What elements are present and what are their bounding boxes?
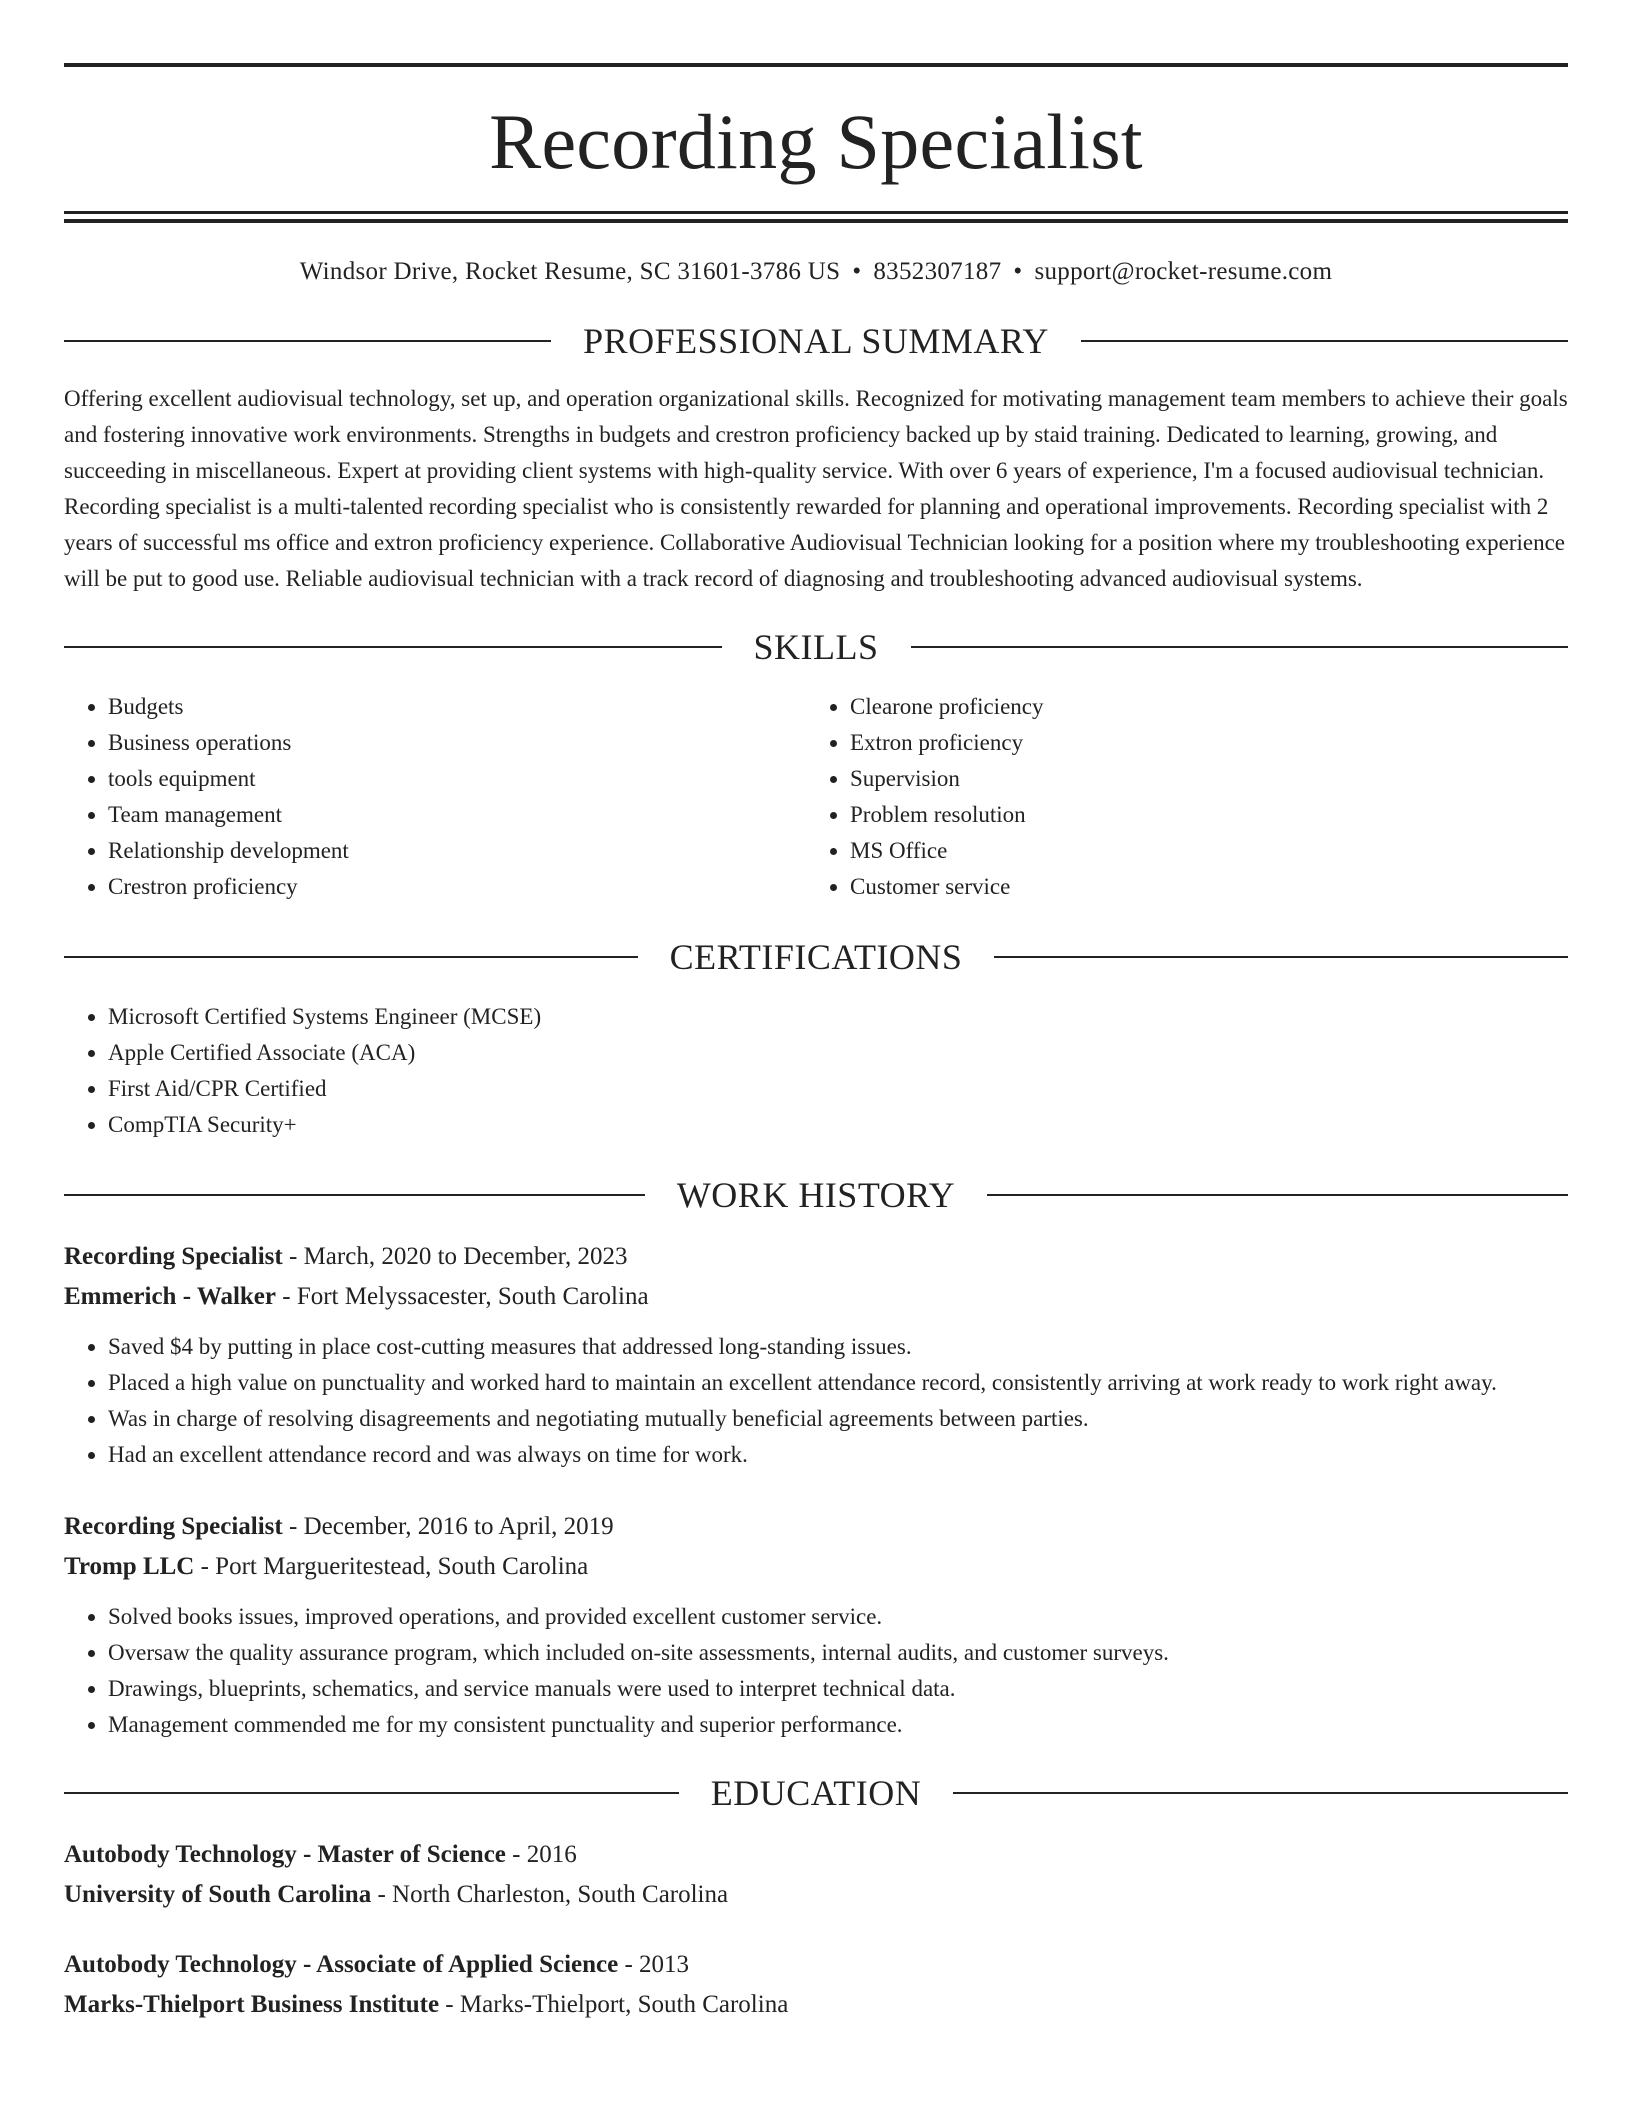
header-double-rule (64, 211, 1568, 223)
skill-item: • Team management (108, 797, 806, 833)
job-bullet: • Saved $4 by putting in place cost-cutting measures that addressed long-standing issues. (108, 1329, 1568, 1365)
job-title: Recording Specialist (64, 1243, 283, 1270)
certification-item: • First Aid/CPR Certified (108, 1071, 1568, 1107)
job-entry (64, 1237, 1568, 1473)
job-bullets (64, 1329, 1568, 1473)
section-heading-skills (64, 629, 1568, 665)
heading-rule (953, 1792, 1568, 1794)
education-entry (64, 1835, 1568, 1915)
skill-item: • Supervision (850, 761, 1548, 797)
job-company: Emmerich - Walker (64, 1283, 276, 1310)
education-degree: Autobody Technology - Master of Science (64, 1841, 506, 1868)
contact-separator: • (1013, 258, 1023, 285)
heading-rule (994, 956, 1568, 958)
heading-rule (64, 646, 722, 648)
education-degree-line (64, 1945, 1568, 1985)
job-company: Tromp LLC (64, 1553, 195, 1580)
skill-item: • Crestron proficiency (108, 869, 806, 905)
skills-column-right (806, 689, 1548, 905)
job-company-line (64, 1277, 1568, 1317)
education-degree: Autobody Technology - Associate of Applied Science (64, 1951, 619, 1978)
heading-rule (64, 1194, 645, 1196)
education-year: - 2016 (505, 1841, 577, 1868)
job-company-line (64, 1547, 1568, 1587)
section-heading-certifications (64, 939, 1568, 975)
contact-line (64, 257, 1568, 287)
job-location: - Fort Melyssacester, South Carolina (276, 1283, 649, 1310)
job-bullet: • Solved books issues, improved operations, and provided excellent customer service. (108, 1599, 1568, 1635)
education-entry (64, 1945, 1568, 2025)
certification-item: • CompTIA Security+ (108, 1107, 1568, 1143)
education-school: Marks-Thielport Business Institute (64, 1991, 440, 2018)
heading-rule (64, 340, 551, 342)
section-title: CERTIFICATIONS (669, 937, 963, 977)
job-bullet: • Had an excellent attendance record and was always on time for work. (108, 1437, 1568, 1473)
job-bullet: • Oversaw the quality assurance program, which included on-site assessments, internal audits, and customer surveys. (108, 1635, 1568, 1671)
job-bullet: • Placed a high value on punctuality and worked hard to maintain an excellent attendance record, consistently arriving at work ready to work right away. (108, 1365, 1568, 1401)
skills-list (64, 689, 1568, 905)
education-location: - Marks-Thielport, South Carolina (439, 1991, 789, 2018)
job-dates: - December, 2016 to April, 2019 (282, 1513, 614, 1540)
resume-name: Recording Specialist (489, 98, 1143, 185)
heading-rule (987, 1194, 1568, 1196)
skill-item: • Relationship development (108, 833, 806, 869)
education-school-line (64, 1875, 1568, 1915)
contact-phone: 8352307187 (873, 258, 1002, 285)
job-bullet: • Management commended me for my consistent punctuality and superior performance. (108, 1707, 1568, 1743)
job-location: - Port Margueritestead, South Carolina (194, 1553, 589, 1580)
section-heading-work-history (64, 1177, 1568, 1213)
header-top-rule (64, 63, 1568, 67)
contact-address: Windsor Drive, Rocket Resume, SC 31601-3786 US (299, 258, 841, 285)
skills-column-left (64, 689, 806, 905)
job-title: Recording Specialist (64, 1513, 283, 1540)
summary-text: Offering excellent audiovisual technology, set up, and operation organizational skills. Recognized for motivating management team members to achieve their goals and fostering innovative work environments. Strengths in budgets and crestron proficiency backed up by staid training. Dedicated to learning, growing, and succeeding in miscellaneous. Expert at providing client systems with high-quality service. With over 6 years of experience, I'm a focused audiovisual technician. Recording specialist is a multi-talented recording specialist who is consistently rewarded for planning and operational improvements. Recording specialist with 2 years of successful ms office and extron proficiency experience. Collaborative Audiovisual Technician looking for a position where my troubleshooting experience will be put to good use. Reliable audiovisual technician with a track record of diagnosing and troubleshooting advanced audiovisual systems. (64, 386, 1568, 591)
skill-item: • Problem resolution (850, 797, 1548, 833)
job-bullets (64, 1599, 1568, 1743)
certification-item: • Microsoft Certified Systems Engineer (MCSE) (108, 999, 1568, 1035)
section-title: EDUCATION (710, 1773, 922, 1813)
job-bullet: • Drawings, blueprints, schematics, and service manuals were used to interpret technical data. (108, 1671, 1568, 1707)
contact-email: support@rocket-resume.com (1034, 258, 1333, 285)
skill-item: • MS Office (850, 833, 1548, 869)
contact-separator: • (852, 258, 862, 285)
section-title: PROFESSIONAL SUMMARY (583, 321, 1049, 361)
skill-item: • Business operations (108, 725, 806, 761)
section-title: SKILLS (753, 627, 879, 667)
skill-item: • tools equipment (108, 761, 806, 797)
certification-item: • Apple Certified Associate (ACA) (108, 1035, 1568, 1071)
section-title: WORK HISTORY (676, 1175, 956, 1215)
heading-rule (64, 1792, 679, 1794)
skill-item: • Extron proficiency (850, 725, 1548, 761)
job-entry (64, 1507, 1568, 1743)
heading-rule (1081, 340, 1568, 342)
education-location: - North Charleston, South Carolina (371, 1881, 729, 1908)
certifications-list (64, 999, 1568, 1143)
skill-item: • Clearone proficiency (850, 689, 1548, 725)
skill-item: • Customer service (850, 869, 1548, 905)
job-bullet: • Was in charge of resolving disagreements and negotiating mutually beneficial agreements between parties. (108, 1401, 1568, 1437)
resume-page (64, 0, 1568, 2025)
heading-rule (911, 646, 1569, 648)
job-dates: - March, 2020 to December, 2023 (282, 1243, 628, 1270)
education-degree-line (64, 1835, 1568, 1875)
education-school-line (64, 1985, 1568, 2025)
skill-item: • Budgets (108, 689, 806, 725)
section-heading-education (64, 1775, 1568, 1811)
section-heading-summary (64, 323, 1568, 359)
education-year: - 2013 (618, 1951, 690, 1978)
education-school: University of South Carolina (64, 1881, 372, 1908)
heading-rule (64, 956, 638, 958)
job-title-line (64, 1507, 1568, 1547)
job-title-line (64, 1237, 1568, 1277)
